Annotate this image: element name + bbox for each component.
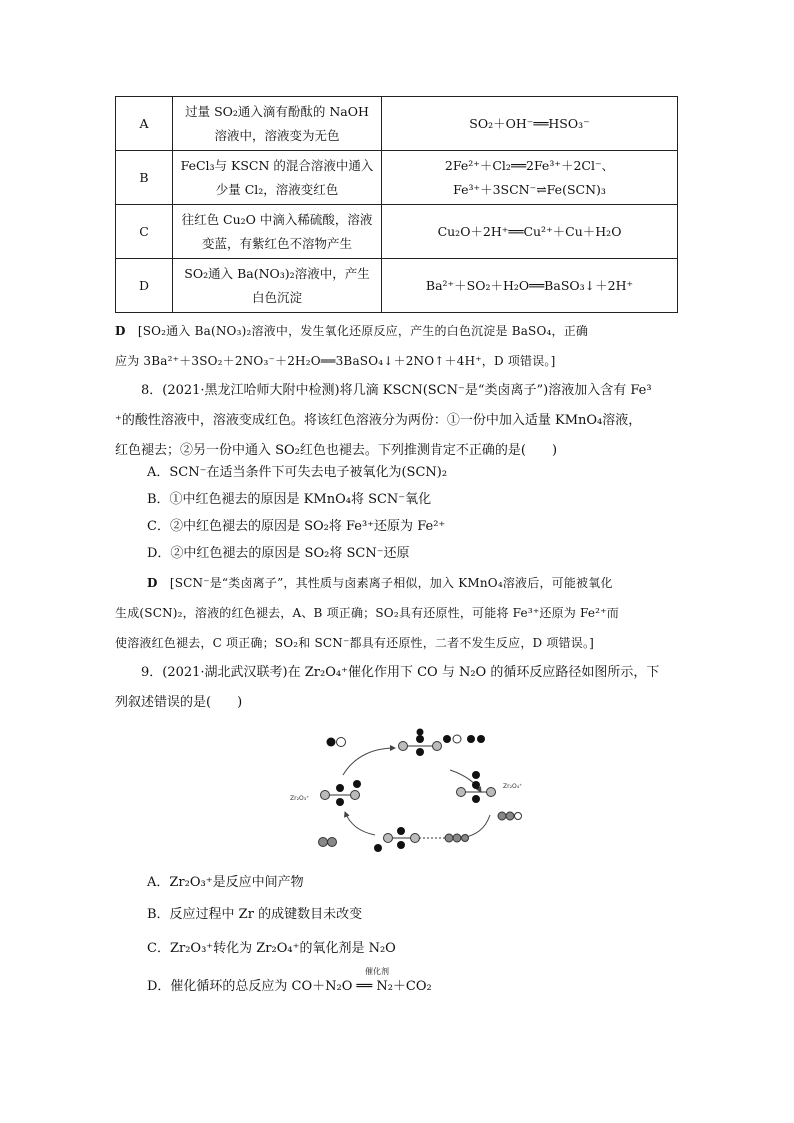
row-label: D	[116, 259, 173, 313]
label-zr2o4: Zr₂O₄⁺	[503, 783, 523, 790]
q9-option-b: B．反应过程中 Zr 的成键数目未改变	[147, 907, 363, 922]
intermediate-bottom	[374, 827, 469, 852]
row-description: FeCl₃与 KSCN 的混合溶液中通入 少量 Cl₂，溶液变红色	[173, 151, 382, 205]
atom-n	[445, 834, 453, 842]
catalytic-cycle-figure	[285, 730, 523, 855]
answer-letter: D	[115, 324, 126, 338]
atom-n	[319, 838, 328, 847]
atom-zr	[411, 834, 420, 843]
intermediate-left	[290, 780, 361, 806]
atom-o	[336, 784, 344, 792]
q9-option-c: C．Zr₂O₃⁺转化为 Zr₂O₄⁺的氧化剂是 N₂O	[147, 941, 396, 956]
atom-n	[453, 834, 461, 842]
row-equation: 2Fe²⁺＋Cl₂══2Fe³⁺＋2Cl⁻、 Fe³⁺＋3SCN⁻⇌Fe(SCN)₃	[382, 151, 678, 205]
q8-answer-line3: 使溶液红色褪去，C 项正确；SO₂和 SCN⁻都具有还原性，二者不发生反应，D 项错误。]	[115, 636, 595, 650]
cycle-arrow	[463, 815, 490, 838]
table-row	[116, 151, 678, 205]
atom-o	[472, 781, 480, 789]
atom-o	[472, 771, 480, 779]
atom-o	[515, 813, 522, 820]
answer-letter: D	[147, 576, 158, 590]
atom-c	[417, 729, 424, 736]
row-equation: Cu₂O＋2H⁺══Cu²⁺＋Cu＋H₂O	[382, 205, 678, 259]
row-description: 往红色 Cu₂O 中滴入稀硫酸，溶液 变蓝，有紫红色不溶物产生	[173, 205, 382, 259]
table-row	[116, 97, 678, 151]
atom-zr	[457, 788, 466, 797]
q8-stem-line3: 红色褪去；②另一份中通入 SO₂红色也褪去。下列推测肯定不正确的是( )	[115, 443, 558, 458]
label-zr2o3: Zr₂O₃⁺	[290, 795, 310, 802]
atom-n	[498, 812, 506, 820]
question-9	[115, 658, 685, 718]
atom-o	[374, 844, 382, 852]
row-equation: SO₂＋OH⁻══HSO₃⁻	[382, 97, 678, 151]
q7-answer	[115, 316, 685, 376]
q7-answer-line1: D [SO₂通入 Ba(NO₃)₂溶液中，发生氧化还原反应，产生的白色沉淀是 BaSO₄，正确	[115, 324, 589, 338]
atom-o	[353, 780, 361, 788]
q8-option-d: D．②中红色褪去的原因是 SO₂将 SCN⁻还原	[147, 546, 410, 561]
q9-option-d: D．催化循环的总反应为 CO＋N₂O ══ N₂＋CO₂	[147, 979, 432, 994]
catalyst-label: 催化剂	[365, 967, 389, 976]
q8-answer-line2: 生成(SCN)₂，溶液的红色褪去，A、B 项正确；SO₂具有还原性，可能将 Fe³⁺还原为 Fe²⁺而	[115, 606, 619, 620]
q8-option-c: C．②中红色褪去的原因是 SO₂将 Fe³⁺还原为 Fe²⁺	[147, 519, 446, 534]
q9-stem-line2: 列叙述错误的是( )	[115, 695, 243, 710]
intermediate-top	[399, 729, 486, 757]
atom-o	[443, 735, 451, 743]
atom-o	[397, 827, 405, 835]
row-description: 过量 SO₂通入滴有酚酞的 NaOH 溶液中，溶液变为无色	[173, 97, 382, 151]
atom-n	[506, 812, 514, 820]
row-description: SO₂通入 Ba(NO₃)₂溶液中，产生 白色沉淀	[173, 259, 382, 313]
row-equation: Ba²⁺＋SO₂＋H₂O══BaSO₃↓＋2H⁺	[382, 259, 678, 313]
atom-zr	[487, 788, 496, 797]
atom-n	[328, 838, 337, 847]
atom-o	[453, 735, 461, 743]
row-label: C	[116, 205, 173, 259]
atom-zr	[399, 742, 408, 751]
atom-zr	[433, 742, 442, 751]
question-8	[115, 376, 685, 466]
table-row	[116, 205, 678, 259]
atom-zr	[351, 791, 360, 800]
q9-option-a: A．Zr₂O₃⁺是反应中间产物	[147, 875, 304, 890]
q9-stem-line1: 9．(2021·湖北武汉联考)在 Zr₂O₄⁺催化作用下 CO 与 N₂O 的循环反应路径如图所示，下	[141, 665, 660, 680]
q8-option-a: A．SCN⁻在适当条件下可失去电子被氧化为(SCN)₂	[147, 465, 448, 480]
atom-o	[416, 735, 424, 743]
atom-n	[462, 835, 469, 842]
q8-answer-line1: D [SCN⁻是“类卤离子”，其性质与卤素离子相似，加入 KMnO₄溶液后，可能被氧化	[147, 576, 613, 590]
atom-o	[467, 735, 475, 743]
intermediate-right	[457, 771, 523, 820]
atom-zr	[384, 834, 393, 843]
reaction-table	[115, 96, 678, 313]
q8-stem-line2: ⁺的酸性溶液中，溶液变成红色。将该红色溶液分为两份：①一份中加入适量 KMnO₄溶液，	[115, 413, 642, 428]
q8-answer	[115, 568, 685, 658]
q7-answer-line2: 应为 3Ba²⁺＋3SO₂＋2NO₃⁻＋2H₂O══3BaSO₄↓＋2NO↑＋4H⁺，D 项错误。]	[115, 354, 556, 368]
cycle-arrow	[343, 748, 395, 775]
q8-stem-line1: 8．(2021·黑龙江哈师大附中检测)将几滴 KSCN(SCN⁻是“类卤离子”)溶液加入含有 Fe³	[141, 383, 652, 398]
atom-o	[477, 735, 485, 743]
atom-o	[416, 748, 424, 756]
row-label: B	[116, 151, 173, 205]
q8-option-b: B．①中红色褪去的原因是 KMnO₄将 SCN⁻氧化	[147, 492, 432, 507]
atom-o	[336, 798, 344, 806]
atom-o	[472, 795, 480, 803]
table-row	[116, 259, 678, 313]
atom-o	[397, 841, 405, 849]
atom-oxygen	[337, 738, 346, 747]
atom-zr	[321, 791, 330, 800]
cycle-arrow	[345, 812, 375, 835]
row-label: A	[116, 97, 173, 151]
atom-carbon	[327, 738, 336, 747]
